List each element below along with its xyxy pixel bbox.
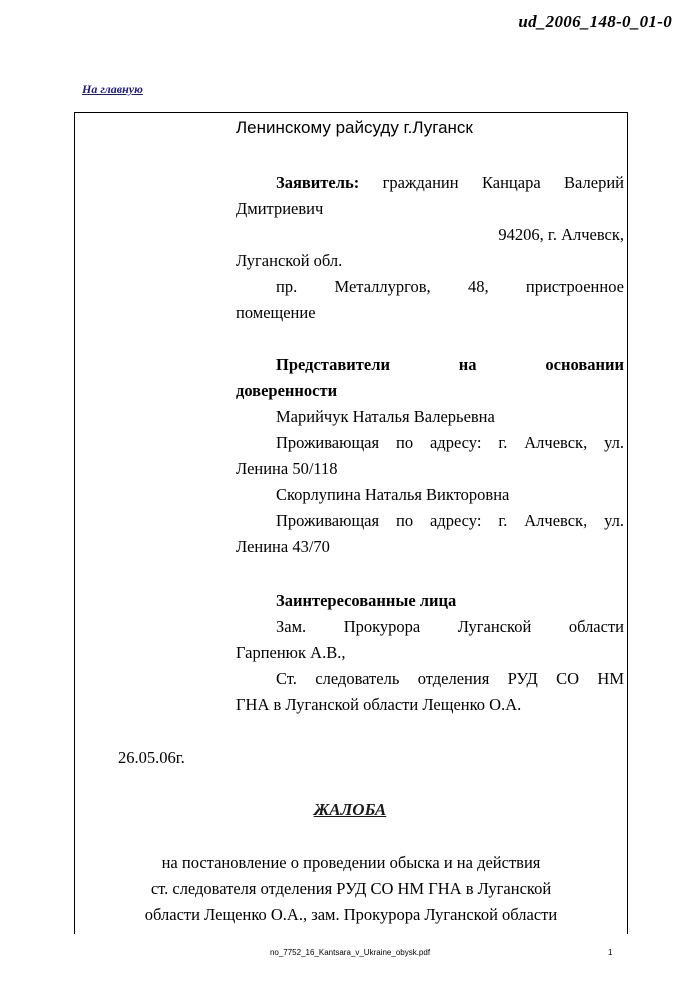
representative-2-address-line1: Проживающая по адресу: г. Алчевск, ул. [276, 511, 624, 530]
applicant-name-line1 [236, 170, 624, 196]
footer-page-number: 1 [608, 948, 613, 957]
applicant-address-line1: 94206, г. Алчевск, [498, 225, 624, 244]
representative-1-address-line2: Ленина 50/118 [236, 459, 338, 478]
complaint-heading: ЖАЛОБА [313, 800, 387, 819]
applicant-name: гражданин Канцара Валерий [359, 173, 624, 192]
representative-1-address-line1: Проживающая по адресу: г. Алчевск, ул. [276, 433, 624, 452]
representative-2-address-line2: Ленина 43/70 [236, 537, 330, 556]
interested-parties-label: Заинтересованные лица [276, 591, 457, 610]
representatives-label-line1: Представители на основании [276, 355, 624, 374]
applicant-address-line3: пр. Металлургов, 48, пристроенное [276, 277, 624, 296]
home-link[interactable]: На главную [82, 82, 143, 96]
footer-filename: no_7752_16_Kantsara_v_Ukraine_obysk.pdf [269, 948, 431, 957]
interested-party-2-line1: Ст. следователь отделения РУД СО НМ [276, 669, 624, 688]
document-date: 26.05.06г. [118, 748, 185, 767]
body-line2: ст. следователя отделения РУД СО НМ ГНА в Луганской [150, 879, 552, 898]
document-id: ud_2006_148-0_01-0 [518, 12, 672, 31]
representatives-label-line2: доверенности [236, 381, 338, 400]
applicant-name-line2: Дмитриевич [236, 199, 324, 218]
interested-party-1-line2: Гарпенюк А.В., [236, 643, 346, 662]
interested-party-1-line1: Зам. Прокурора Луганской области [276, 617, 624, 636]
representative-1-name: Марийчук Наталья Валерьевна [276, 407, 495, 426]
body-line1: на постановление о проведении обыска и на действия [161, 853, 541, 872]
applicant-address-line4: помещение [236, 303, 316, 322]
applicant-address-line2: Луганской обл. [236, 251, 343, 270]
representative-2-name: Скорлупина Наталья Викторовна [276, 485, 510, 504]
body-line3: области Лещенко О.А., зам. Прокурора Луганской области [144, 905, 558, 924]
court-addressee: Ленинскому райсуду г.Луганск [236, 118, 473, 137]
interested-party-2-line2: ГНА в Луганской области Лещенко О.А. [236, 695, 522, 714]
applicant-label: Заявитель: [276, 173, 360, 192]
